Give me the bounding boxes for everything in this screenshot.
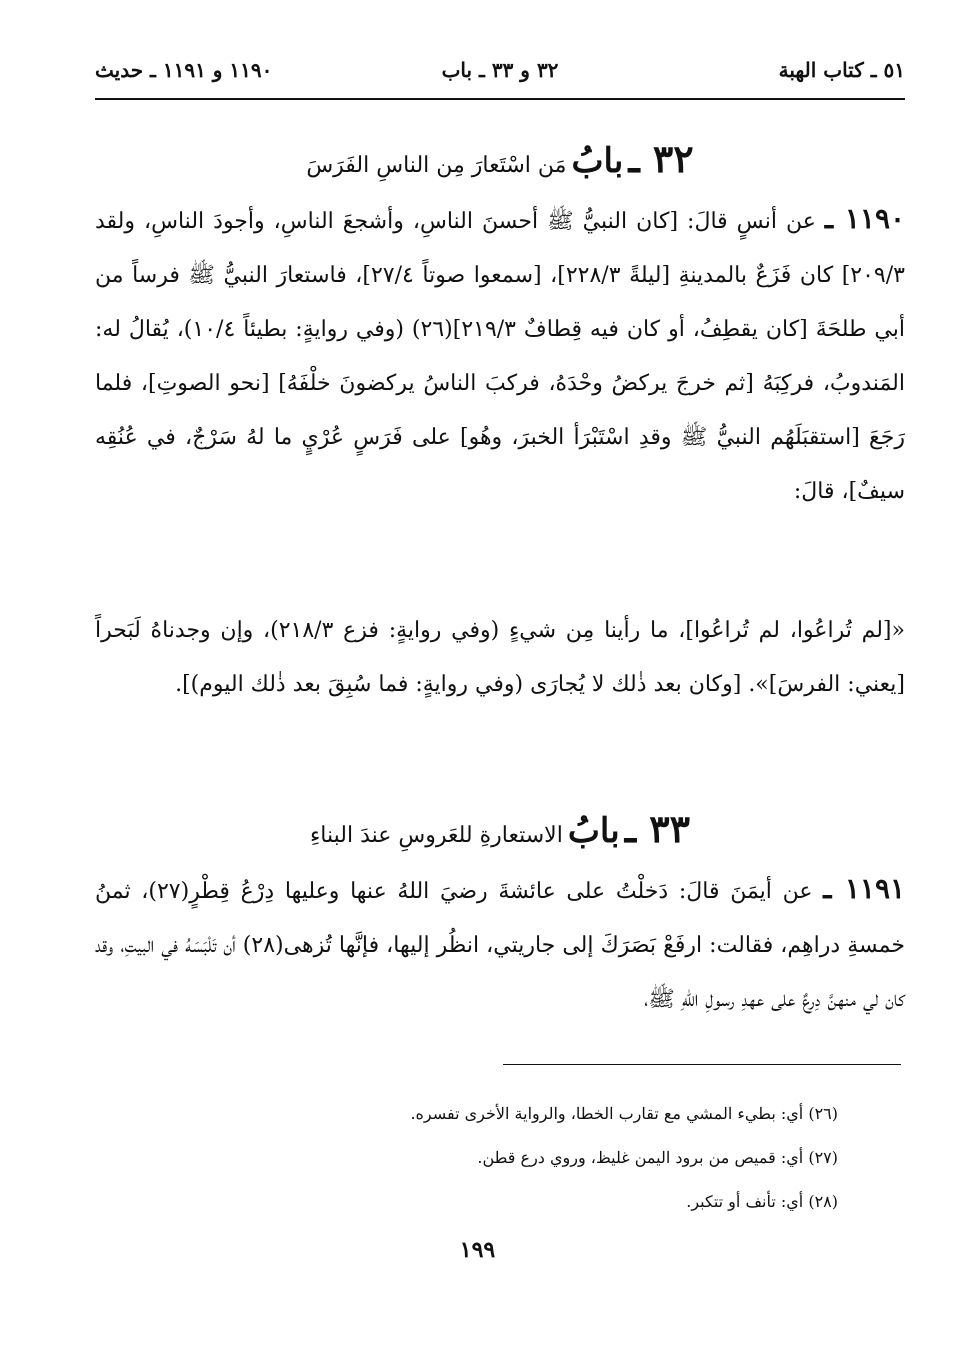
page-number: ١٩٩ xyxy=(459,1237,496,1263)
hadith-number: ١١٩٠ ـ xyxy=(824,202,906,235)
hadith-text: عن أنسٍ قالَ: [كان النبيُّ ﷺ أحسنَ الناسِ، وأشجعَ الناسِ، وأجودَ الناسِ، ولقد ٢٠٩/٣] كان فَزَعٌ بالمدينةِ [ليلةً ٢٢٨/٣]، [سمعوا صوتاً ٢٧/٤]، فاستعارَ النبيُّ ﷺ فرساً من أبي طلحَةَ [كان يقطِفُ، أو كان فيه قِطافٌ ٢١٩/٣](٢٦) (وفي روايةٍ: بطيئاً ١٠/٤)، يُقالُ له: المَندوبُ، فركِبَهُ [ثم خرجَ يركضُ وحْدَهُ، فركبَ الناسُ يركضونَ خلْفَهُ] [نحو الصوتِ]، فلما رَجَعَ [استقبَلَهُم النبيُّ ﷺ وقدِ اسْتَبْرَأ الخبرَ، وهُو] على فَرَسٍ عُرْيٍ ما لهُ سَرْجٌ، في عُنُقِه سيفٌ]، قالَ: xyxy=(95,209,905,504)
header-divider xyxy=(95,98,905,100)
footnote-27: (٢٧) أي: قميص من برود اليمن غليظ، وروي درع قطن. xyxy=(477,1148,838,1167)
quote-text: «[لم تُراعُوا، لم تُراعُوا]، ما رأينا مِن شيءٍ (وفي روايةٍ: فزع ٢١٨/٣)، وإن وجدناهُ لَبَحراً [يعني: الفرسَ]». [وكان بعد ذٰلك لا يُجارَى (وفي روايةٍ: فما سُبِقَ بعد ذٰلك اليوم)]. xyxy=(95,618,905,697)
footnotes xyxy=(300,1092,838,1224)
footnote-28: (٢٨) أي: تأنف أو تتكبر. xyxy=(686,1192,838,1211)
chapter-number: ٣٢ ـ xyxy=(628,136,694,181)
hadith-1190 xyxy=(95,192,905,519)
chapter-word: بابُ xyxy=(567,811,620,851)
chapter-title: مَن اسْتَعارَ مِن الناسِ الفَرَسَ xyxy=(306,153,567,178)
running-header xyxy=(95,58,905,94)
hadith-text: عن أيمَنَ قالَ: دَخلْتُ على عائشةَ رضيَ اللهُ عنها وعليها دِرْعُ قِطْرٍ(٢٧)، ثمنُ خمسةِ دراهِم، فقالت: ارفَعْ بَصَرَكَ إلى جاريتي، انظُر إليها، فإنَّها تُزهى(٢٨) أن تَلْبَسَهُ في البيتِ، وقد كان لي منهنَّ دِرعٌ على عهدِ رسولِ اللهِ ﷺ، xyxy=(95,879,905,1012)
hadith-number: ١١٩١ ـ xyxy=(823,872,906,905)
hadith-1191 xyxy=(95,862,905,1027)
footnote-26: (٢٦) أي: بطيء المشي مع تقارب الخطا، والرواية الأخرى تفسره. xyxy=(410,1104,838,1123)
chapter-heading-33 xyxy=(95,806,905,851)
chapter-number: ٣٣ ـ xyxy=(624,806,691,851)
chapter-heading-32 xyxy=(95,136,905,181)
quote-1190 xyxy=(95,604,905,712)
chapter-word: بابُ xyxy=(571,141,624,181)
header-book-title: ٥١ ـ كتاب الهبة xyxy=(778,58,905,82)
header-chapter-range: ٣٢ و ٣٣ ـ باب xyxy=(441,58,559,82)
header-hadith-range: ١١٩٠ و ١١٩١ ـ حديث xyxy=(95,58,273,82)
chapter-title: الاستعارةِ للعَروسِ عندَ البناءِ xyxy=(309,823,563,848)
footnote-divider xyxy=(503,1064,901,1065)
